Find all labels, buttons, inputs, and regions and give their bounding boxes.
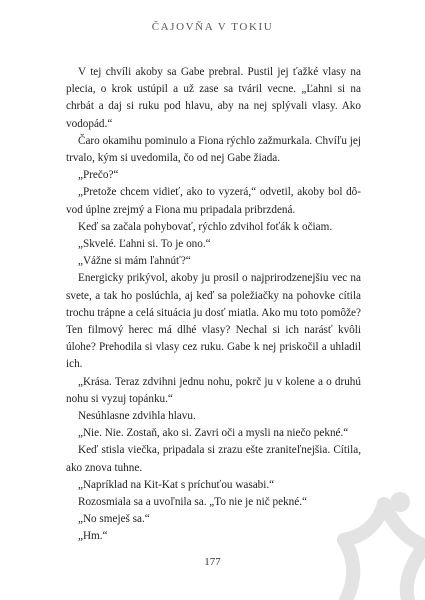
paragraph: „Hm.“ xyxy=(78,530,108,543)
paragraph: Rozosmiala sa a uvoľnila sa. „To nie je nič pekné.“ xyxy=(78,496,307,509)
paragraph: „Skvelé. Ľahni si. To je ono.“ xyxy=(78,238,211,251)
body-text xyxy=(66,64,361,546)
paragraph: „Vážne si mám ľahnúť?“ xyxy=(78,255,191,268)
paragraph: Keď sa začala pohybovať, rýchlo zdvihol foťák k očiam. xyxy=(78,220,333,233)
paragraph: „No smeješ sa.“ xyxy=(78,513,150,526)
paragraph: „Nie. Nie. Zostaň, ako si. Zavri oči a mysli na niečo pekné.“ xyxy=(78,427,349,440)
paragraph: „Krása. Teraz zdvihni jednu nohu, pokrč ju v kolene a o druhú nohu si vyzuj topánku.“ xyxy=(66,375,361,405)
paragraph: Čaro okamihu pominulo a Fiona rýchlo zažmurkala. Chvíľu jej trvalo, kým si uvedomila, čo od nej Gabe žiada. xyxy=(66,134,361,165)
paragraph: „Pretože chcem vidieť, ako to vyzerá,“ odvetil, akoby bol dôvod úplne zrejmý a Fiona mu pripadala pribrzdená. xyxy=(66,186,361,216)
running-header: ČAJOVŇA V TOKIU xyxy=(151,21,274,33)
page-number: 177 xyxy=(204,556,221,568)
paragraph: Nesúhlasne zdvihla hlavu. xyxy=(78,410,196,423)
paragraph: „Napríklad na Kit-Kat s príchuťou wasabi.“ xyxy=(78,478,275,491)
paragraph: V tej chvíli akoby sa Gabe prebral. Pustil jej ťažké vlasy na plecia, o krok ustúpil a už zase sa tváril vecne. „Ľahni si na chrbát a daj si ruku pod hlavu, aby na nej splývali vlasy. Ako vodopád.“ xyxy=(66,66,361,130)
star-figure-watermark-icon xyxy=(322,488,425,600)
paragraph: Keď stisla viečka, pripadala si zrazu ešte zraniteľnejšia. Cítila, ako znova tuhne. xyxy=(66,444,361,474)
paragraph: Energicky prikývol, akoby ju prosil o najprirodzenejšiu vec na svete, a tak ho poslúchla, aj keď sa poležiačky na pohovke cítila trochu trápne a celá situácia ju dosť miatla. Ako mu toto pomôže? Ten filmový herec má dlhé vlasy? Nechal si ich narásť kvôli úlohe? Prehodila si vlasy cez ruku. Gabe k nej priskočil a uhladil ich. xyxy=(66,272,361,371)
paragraph: „Prečo?“ xyxy=(78,169,119,182)
